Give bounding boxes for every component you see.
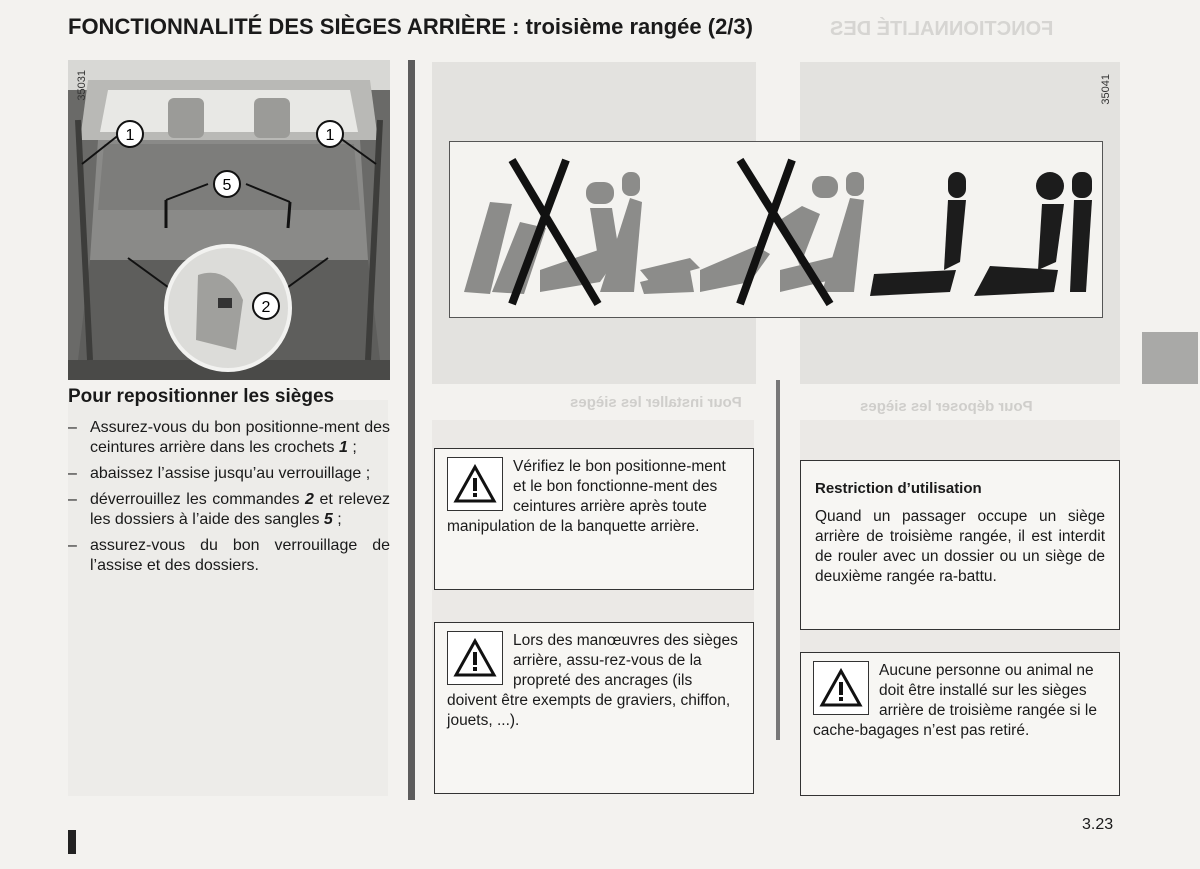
seat-configuration-figure	[449, 141, 1103, 318]
warning-anchors-text: Lors des manœuvres des sièges arrière, assu-rez-vous de la propreté des ancrages (ils doivent être exempts de graviers, chiffon, jouets, ...).	[447, 632, 738, 729]
list-item: – déverrouillez les commandes 2 et relevez les dossiers à l’aide des sangles 5 ;	[68, 491, 390, 528]
callout-1-left-label: 1	[125, 127, 135, 144]
list-item: – abaissez l’assise jusqu’au verrouillage ;	[68, 465, 371, 482]
restriction-box	[800, 460, 1120, 630]
photo-callouts	[68, 60, 390, 380]
warning-triangle-icon	[447, 457, 503, 511]
list-item: – Assurez-vous du bon positionne-ment des ceintures arrière dans les crochets 1 ;	[68, 419, 390, 456]
title-sub: troisième rangée (2/3)	[525, 14, 753, 39]
warning-luggage-cover	[800, 652, 1120, 796]
seat-diagrams	[450, 142, 1102, 317]
list-item: – assurez-vous du bon verrouillage de l’assise et des dossiers.	[68, 537, 390, 574]
title-main: FONCTIONNALITÉ DES SIÈGES ARRIÈRE :	[68, 14, 526, 39]
column-divider-right	[776, 380, 780, 740]
callout-5-label: 5	[222, 177, 232, 194]
restriction-text: Quand un passager occupe un siège arrière de troisième rangée, il est interdit de rouler avec un dossier ou un siège de deuxième rangée ra-battu.	[815, 508, 1105, 585]
page-title	[68, 14, 753, 40]
callout-1-right-label: 1	[325, 127, 335, 144]
page-number: 3.23	[1082, 816, 1114, 833]
column-divider	[408, 60, 415, 800]
warning-anchors	[434, 622, 754, 794]
warning-triangle-icon	[813, 661, 869, 715]
photo-code: 35031	[76, 70, 88, 101]
chapter-edge-tab	[1142, 332, 1198, 384]
warning-triangle-icon	[447, 631, 503, 685]
bleed-through-title: FONCTIONNALITÉ DES	[830, 18, 1054, 40]
callout-2-label: 2	[261, 299, 271, 316]
bleed-through-heading-right: Pour déposer les sièges	[860, 398, 1033, 415]
section-heading-reposition: Pour repositionner les sièges	[68, 386, 335, 407]
warning-luggage-cover-text: Aucune personne ou animal ne doit être installé sur les sièges arrière de troisième rangée si le cache-bagages n’est pas retiré.	[813, 662, 1097, 739]
reposition-steps	[68, 418, 390, 582]
figure-code: 35041	[1100, 74, 1112, 105]
bleed-through-heading-mid: Pour installer les sièges	[570, 394, 742, 411]
warning-belts	[434, 448, 754, 590]
warning-belts-text: Vérifiez le bon positionne-ment et le bon fonctionne-ment des ceintures arrière après toute manipulation de la banquette arrière.	[447, 458, 726, 535]
restriction-title: Restriction d’utilisation	[815, 480, 982, 497]
corner-mark	[68, 830, 76, 854]
